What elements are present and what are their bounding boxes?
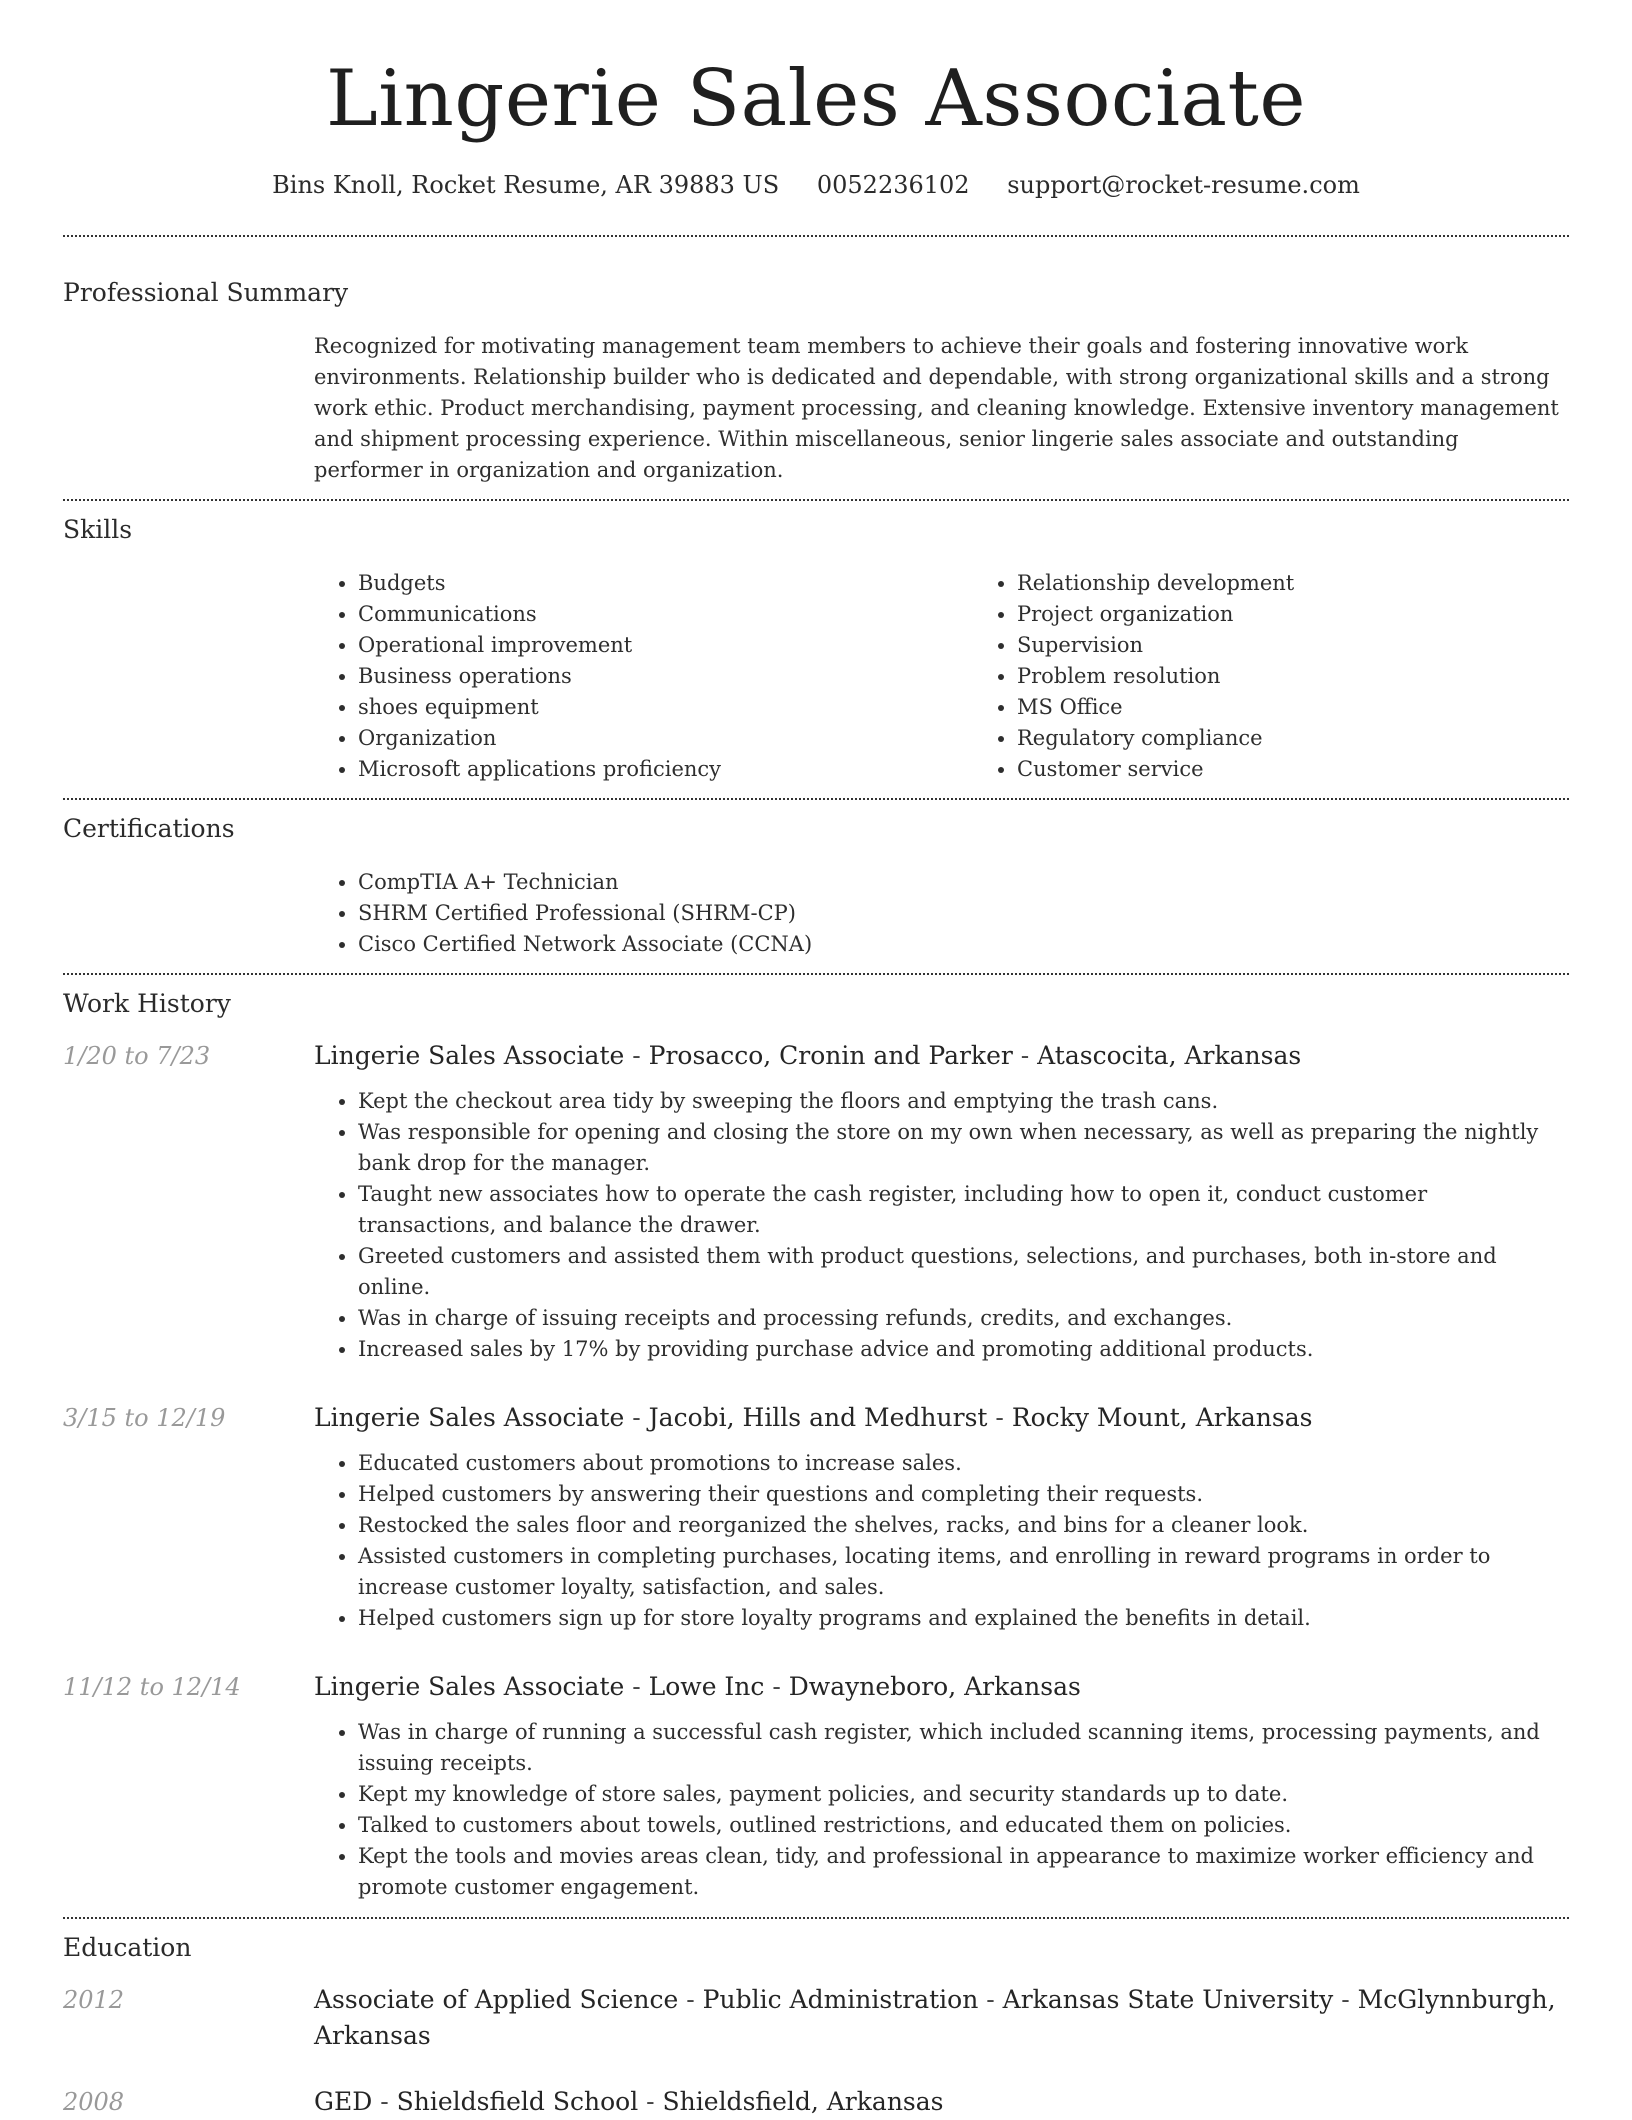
section-divider [63, 1917, 1569, 1919]
job-bullet: • Kept the tools and movies areas clean, tidy, and professional in appearance to maximize worker efficiency and promote customer engagement. [358, 1841, 1569, 1903]
job-bullets [314, 1448, 1569, 1634]
certifications-list [314, 867, 1569, 960]
skill-item: • Budgets [358, 568, 973, 599]
job-title: Lingerie Sales Associate - Prosacco, Cronin and Parker - Atascocita, Arkansas [314, 1041, 1302, 1070]
skill-item: • Relationship development [1017, 568, 1632, 599]
skill-item: • Customer service [1017, 754, 1632, 785]
summary-text: Recognized for motivating management team members to achieve their goals and fostering innovative work environments. Relationship builder who is dedicated and dependable, with strong organizational skills and a strong work ethic. Product merchandising, payment processing, and cleaning knowledge. Extensive inventory management and shipment processing experience. Within miscellaneous, senior lingerie sales associate and outstanding performer in organization and organization. [314, 334, 1559, 482]
job-dates: 3/15 to 12/19 [63, 1404, 226, 1432]
job-bullets [314, 1717, 1569, 1903]
job-entry [63, 1400, 1569, 1634]
job-location: Dwayneboro, Arkansas [788, 1672, 1081, 1701]
education-degree: GED [314, 2087, 373, 2116]
skill-item: • Organization [358, 723, 973, 754]
job-role: Lingerie Sales Associate [314, 1403, 625, 1432]
resume-page [63, 0, 1569, 2120]
job-bullet: • Increased sales by 17% by providing purchase advice and promoting additional products. [358, 1334, 1569, 1365]
job-location: Atascocita, Arkansas [1037, 1041, 1302, 1070]
job-bullet: • Greeted customers and assisted them with product questions, selections, and purchases, both in-store and online. [358, 1241, 1569, 1303]
job-title: Lingerie Sales Associate - Jacobi, Hills and Medhurst - Rocky Mount, Arkansas [314, 1403, 1313, 1432]
job-role: Lingerie Sales Associate [314, 1672, 625, 1701]
education-school: Shieldsfield School [396, 2087, 639, 2116]
education-details: Associate of Applied Science - Public Administration - Arkansas State University - McGlynnburgh, Arkansas [314, 1985, 1556, 2050]
certification-item: • Cisco Certified Network Associate (CCNA) [358, 929, 1569, 960]
work-history-section [63, 989, 1569, 1917]
skill-item: • Supervision [1017, 630, 1632, 661]
job-company: Prosacco, Cronin and Parker [648, 1041, 1013, 1070]
education-year: 2012 [63, 1986, 125, 2014]
job-dates: 1/20 to 7/23 [63, 1042, 211, 1070]
job-bullet: • Taught new associates how to operate the cash register, including how to open it, conduct customer transactions, and balance the drawer. [358, 1179, 1569, 1241]
skill-item: • Project organization [1017, 599, 1632, 630]
section-divider [63, 973, 1569, 975]
job-bullet: • Was responsible for opening and closing the store on my own when necessary, as well as preparing the nightly bank drop for the manager. [358, 1117, 1569, 1179]
job-bullets [314, 1086, 1569, 1365]
certifications-section [63, 814, 1569, 973]
job-bullet: • Restocked the sales floor and reorganized the shelves, racks, and bins for a cleaner look. [358, 1510, 1569, 1541]
job-company: Lowe Inc [648, 1672, 765, 1701]
skills-section [63, 515, 1569, 798]
job-bullet: • Kept my knowledge of store sales, payment policies, and security standards up to date. [358, 1779, 1569, 1810]
contact-address: Bins Knoll, Rocket Resume, AR 39883 US [272, 171, 780, 199]
skills-list-left [314, 568, 973, 785]
skill-item: • Business operations [358, 661, 973, 692]
work-history-title: Work History [63, 989, 231, 1018]
skill-item: • Regulatory compliance [1017, 723, 1632, 754]
job-company: Jacobi, Hills and Medhurst [648, 1403, 988, 1432]
education-location: Shieldsfield, Arkansas [662, 2087, 944, 2116]
education-section [63, 1933, 1569, 2120]
summary-section [63, 278, 1569, 499]
job-bullet: • Helped customers by answering their questions and completing their requests. [358, 1479, 1569, 1510]
job-entry [63, 1038, 1569, 1365]
education-year: 2008 [63, 2088, 125, 2116]
certifications-title: Certifications [63, 814, 235, 843]
skill-item: • MS Office [1017, 692, 1632, 723]
education-entry [63, 2084, 1569, 2120]
education-location: McGlynnburgh, Arkansas [314, 1985, 1556, 2050]
education-title: Education [63, 1933, 192, 1962]
job-bullet: • Kept the checkout area tidy by sweeping the floors and emptying the trash cans. [358, 1086, 1569, 1117]
education-entry [63, 1982, 1569, 2054]
section-divider [63, 235, 1569, 237]
skills-title: Skills [63, 515, 133, 544]
resume-name: Lingerie Sales Associate [325, 54, 1307, 144]
job-bullet: • Helped customers sign up for store loyalty programs and explained the benefits in detail. [358, 1603, 1569, 1634]
job-bullet: • Educated customers about promotions to increase sales. [358, 1448, 1569, 1479]
skill-item: • shoes equipment [358, 692, 973, 723]
skill-item: • Microsoft applications proficiency [358, 754, 973, 785]
skill-item: • Operational improvement [358, 630, 973, 661]
education-details: GED - Shieldsfield School - Shieldsfield, Arkansas [314, 2087, 944, 2116]
job-title: Lingerie Sales Associate - Lowe Inc - Dwayneboro, Arkansas [314, 1672, 1081, 1701]
skills-list-right [973, 568, 1632, 785]
job-dates: 11/12 to 12/14 [63, 1673, 241, 1701]
job-location: Rocky Mount, Arkansas [1011, 1403, 1313, 1432]
education-school: Arkansas State University [1002, 1985, 1334, 2014]
skill-item: • Communications [358, 599, 973, 630]
certification-item: • SHRM Certified Professional (SHRM-CP) [358, 898, 1569, 929]
contact-email: support@rocket-resume.com [1007, 171, 1360, 199]
contact-line [63, 171, 1569, 199]
job-bullet: • Talked to customers about towels, outlined restrictions, and educated them on policies. [358, 1810, 1569, 1841]
skill-item: • Problem resolution [1017, 661, 1632, 692]
section-divider [63, 499, 1569, 501]
job-entry [63, 1669, 1569, 1917]
job-bullet: • Was in charge of running a successful cash register, which included scanning items, processing payments, and issuing receipts. [358, 1717, 1569, 1779]
summary-title: Professional Summary [63, 278, 349, 307]
certification-item: • CompTIA A+ Technician [358, 867, 1569, 898]
job-bullet: • Assisted customers in completing purchases, locating items, and enrolling in reward programs in order to increase customer loyalty, satisfaction, and sales. [358, 1541, 1569, 1603]
education-field: Public Administration [702, 1985, 979, 2014]
job-bullet: • Was in charge of issuing receipts and processing refunds, credits, and exchanges. [358, 1303, 1569, 1334]
job-role: Lingerie Sales Associate [314, 1041, 625, 1070]
contact-phone: 0052236102 [816, 171, 970, 199]
section-divider [63, 798, 1569, 800]
education-degree: Associate of Applied Science [314, 1985, 679, 2014]
